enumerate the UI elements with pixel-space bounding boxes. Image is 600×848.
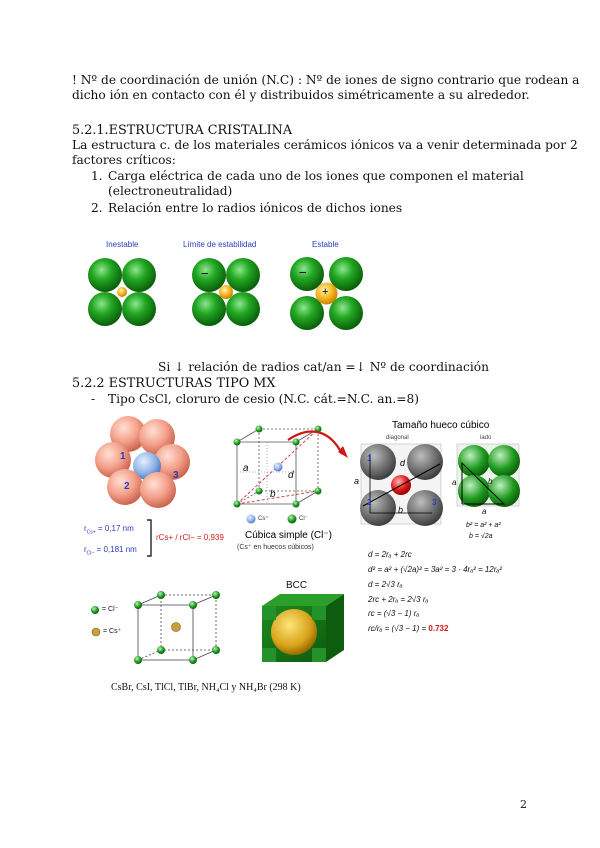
page-number: 2 [520,798,527,811]
list-number-1: 1. [91,169,103,183]
ion-label-1: 1 [120,451,126,462]
ratio-rule: Si ↓ relación de radios cat/an =↓ Nº de coordinación [158,360,489,374]
legend-cl: Cl⁻ [299,516,308,522]
ion-label-3: 3 [173,470,179,481]
hole-ion-3: 3 [432,498,437,507]
cube-label-b: b [270,489,276,500]
radius-cs: $r_{Cs+} = 0,17$ nm [84,524,134,536]
radii-bracket [147,520,151,556]
hole-ion-1: 1 [367,454,372,463]
legend-cs-bottom: = Cs⁺ [103,628,122,635]
minus-sign-stable: − [299,265,307,280]
cscl-examples: CsBr, CsI, TlCl, TlBr, NH₄Cl y NH₄Br (298 K) [111,682,301,693]
calc-line-5: rc = (√3 − 1) rₐ [368,609,420,618]
cubic-simple-title: Cúbica simple (Cl⁻) [245,530,332,541]
calc-line-4: 2rc + 2rₐ = 2√3 rₐ [368,595,429,604]
bcc-label: BCC [286,580,308,591]
minus-sign-limit: − [201,266,209,281]
label-stability-limit: Límite de estabilidad [183,240,257,249]
list-item-2: Relación entre lo radios iónicos de dichos iones [108,201,403,215]
calc-line-2: d² = a² + (√2a)² = 3a² = 3 · 4rₐ² = 12rₐ² [368,565,502,574]
legend-cl-dot [288,515,297,524]
eq-b: b = √2a [469,533,493,540]
hole-face-label: lado [480,435,492,441]
hole-label-d: d [400,458,406,468]
face-label-b: b [488,477,493,486]
section-heading-521: 5.2.1.ESTRUCTURA CRISTALINA [72,123,293,138]
list-item-1-line-2: (electroneutralidad) [108,184,233,198]
legend-cs-dot [247,515,256,524]
radius-ratio: rCs+ / rCl− = 0,939 [156,533,224,542]
eq-b-squared: b² = a² + a² [466,522,501,529]
bullet-dash: - [91,392,96,406]
hole-label-b: b [398,505,404,515]
label-stable: Estable [312,240,339,249]
hole-size-title: Tamaño hueco cúbico [392,420,490,431]
radius-cl: $r_{Cl-} = 0,181$ nm [84,545,137,557]
hole-label-a: a [354,476,360,486]
section-heading-522: 5.2.2 ESTRUCTURAS TIPO MX [72,376,276,391]
cube-label-a: a [243,463,249,474]
cube-label-d: d [288,470,294,481]
face-label-a: a [452,478,457,487]
label-unstable: Inestable [106,240,139,249]
bullet-item-cscl: Tipo CsCl, cloruro de cesio (N.C. cát.=N.C. an.=8) [108,392,419,406]
intro-line-1: ! Nº de coordinación de unión (N.C) : Nº de iones de signo contrario que rodean a [72,73,580,87]
calc-line-6: rc/rₐ = (√3 − 1) = 0.732 [368,624,449,633]
hole-diagonal-label: diagonal [386,435,409,441]
hole-ion-2: 2 [367,498,372,507]
legend-cl-bottom: = Cl⁻ [102,606,119,613]
legend-cs: Cs⁺ [258,516,269,522]
ion-label-2: 2 [124,481,130,492]
list-number-2: 2. [91,201,103,215]
cscl-sphere-model [95,416,190,508]
paragraph-line-2: factores críticos: [72,153,176,167]
cubic-simple-subtitle: (Cs⁺ en huecos cúbicos) [237,544,314,551]
intro-line-2: dicho ión en contacto con él y distribuidos simétricamente a su alrededor. [72,88,530,102]
plus-sign-stable: + [322,286,329,298]
hole-face-section [457,444,520,507]
calc-line-1: d = 2rₐ + 2rc [368,550,412,559]
bcc-block-model [262,594,344,662]
calc-line-3: d = 2√3 rₐ [368,580,403,589]
paragraph-line-1: La estructura c. de los materiales cerámicos iónicos va a venir determinada por 2 [72,138,578,152]
list-item-1-line-1: Carga eléctrica de cada uno de los iones que componen el material [108,169,524,183]
face-label-a-bottom: a [482,507,487,516]
